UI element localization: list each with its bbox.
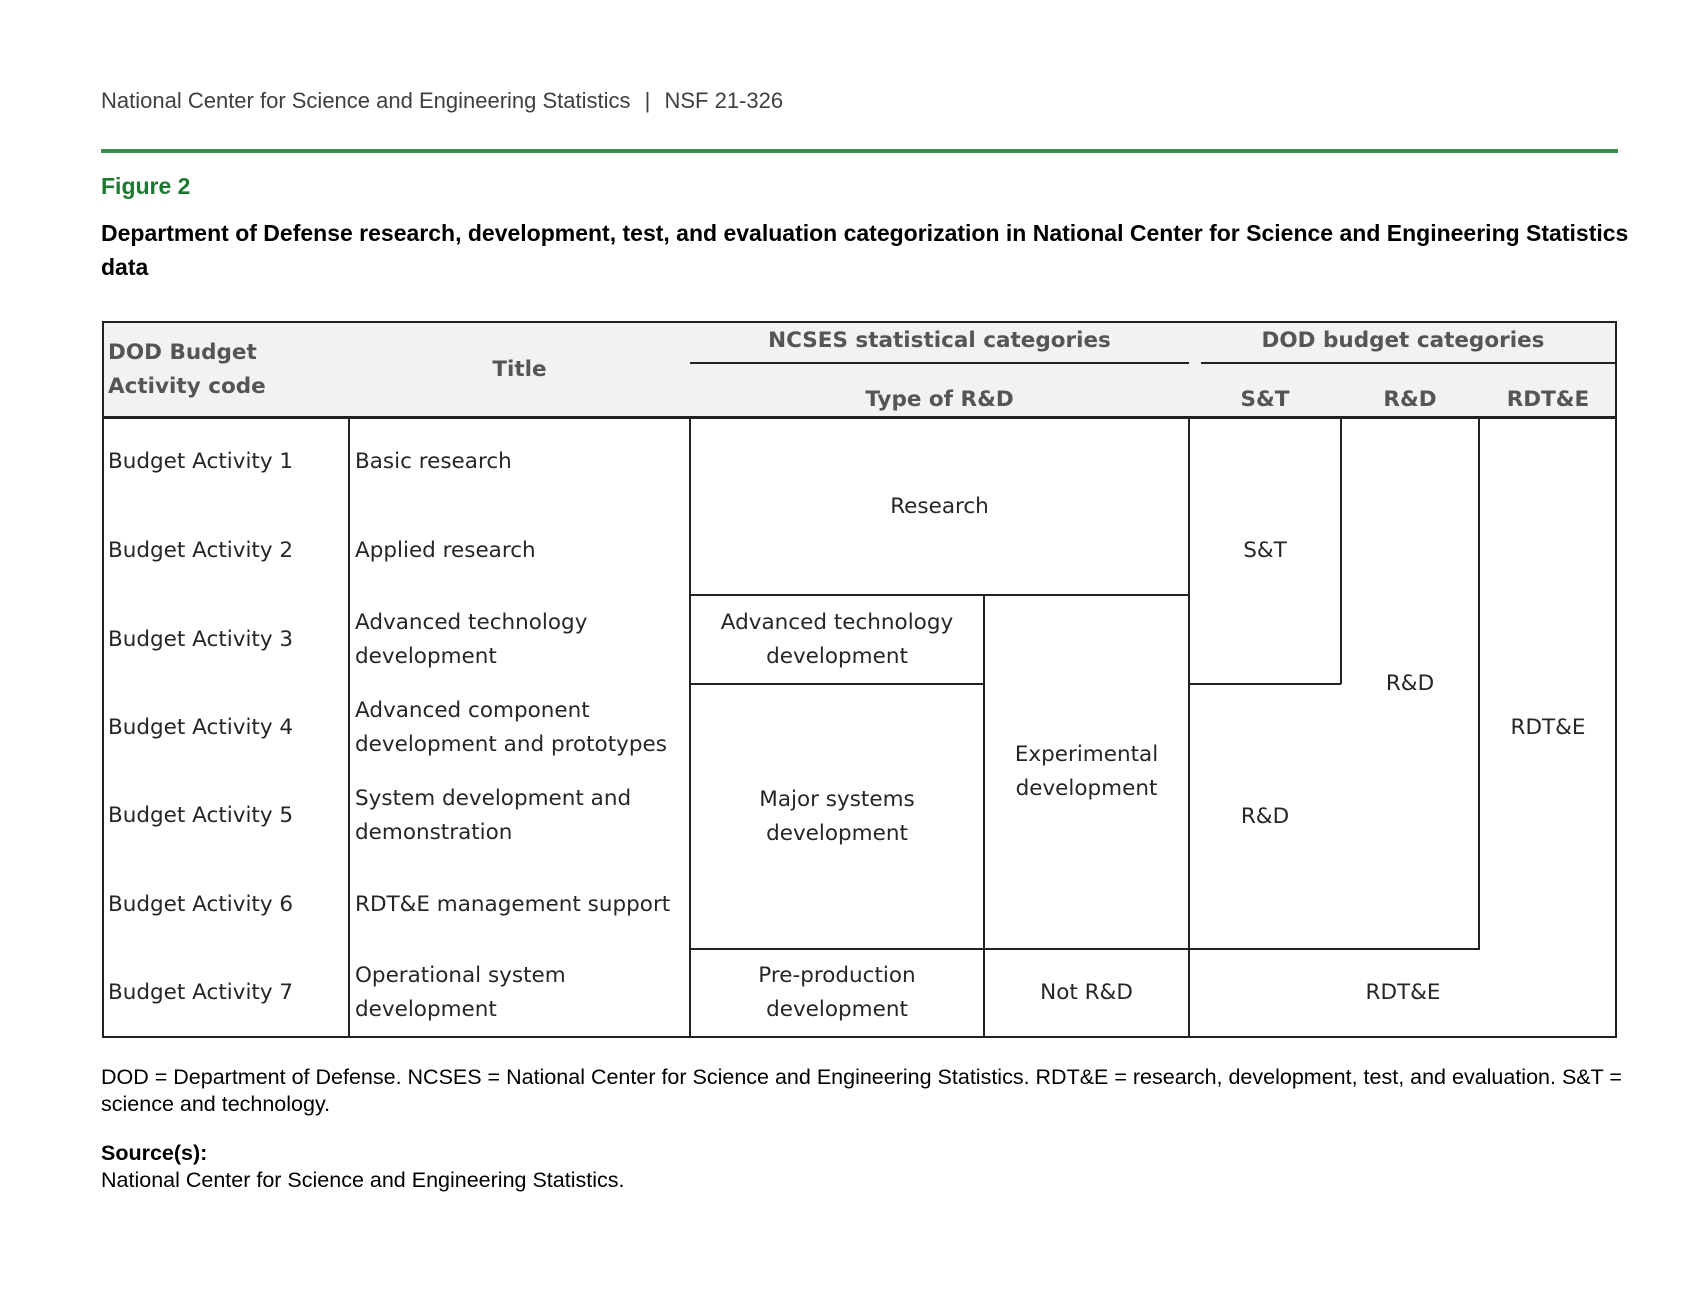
row-title: Advanced component development and prototypes [355,698,667,757]
dod-rdte-bottom: RDT&E [1365,980,1441,1005]
row-code: Budget Activity 2 [108,537,294,563]
ncses-advanced-technology-development [690,595,984,684]
header-dod-group: DOD budget categories [1261,328,1545,353]
ncses-major-systems-development [690,684,984,949]
ncses-experimental-text: Experimental development [1014,742,1159,801]
ncses-experimental-development [984,595,1189,949]
row-title: Applied research [355,537,536,563]
header-rule [101,149,1618,153]
table-notes: DOD = Department of Defense. NCSES = National Center for Science and Engineering Statistics. RDT&E = research, development, test, and evaluation. S&T = science and technology. [101,1065,1622,1116]
ncses-research: Research [890,493,989,519]
ncses-advanced-technology-text: Advanced technology development [720,609,954,669]
header-rdte: RDT&E [1506,387,1590,412]
ncses-pre-production-text: Pre-production development [758,963,916,1022]
row-code: Budget Activity 3 [108,626,294,652]
figure-title: Department of Defense research, development, test, and evaluation categorization in National Center for Science and Engineering Statistics data [101,220,1629,280]
row-title: Advanced technology development [355,609,588,669]
row-title: Basic research [355,449,512,474]
header-st: S&T [1240,387,1290,412]
header-rd: R&D [1383,387,1437,412]
dod-group-underline [1201,362,1617,364]
figure-label: Figure 2 [101,173,191,199]
source-text: National Center for Science and Engineering Statistics. [101,1168,625,1192]
row-title: RDT&E management support [355,891,671,917]
ncses-not-rd: Not R&D [1040,980,1133,1005]
row-code: Budget Activity 6 [108,891,294,917]
dod-rd-inner: R&D [1240,803,1290,829]
header-org: National Center for Science and Engineering Statistics [101,88,631,113]
header-report-id: NSF 21-326 [664,88,784,113]
header-separator: | [644,88,651,113]
header-ncses-group: NCSES statistical categories [768,328,1111,353]
row-title: System development and demonstration [355,786,632,845]
header-code-text: DOD Budget Activity code [108,339,266,399]
ncses-pre-production-development [690,949,984,1037]
dod-rdte-outer: RDT&E [1510,714,1586,740]
ncses-major-systems-text: Major systems development [759,786,915,846]
row-code: Budget Activity 1 [108,449,294,474]
row-code: Budget Activity 5 [108,803,294,828]
header-code [102,321,349,418]
dod-st: S&T [1243,538,1287,563]
row-code: Budget Activity 4 [108,715,294,740]
source-label: Source(s): [101,1141,208,1165]
header-type-of-rd: Type of R&D [865,387,1014,412]
ncses-group-underline [690,362,1189,364]
running-header [101,88,783,114]
dod-rd-outer: R&D [1385,670,1435,696]
row-title: Operational system development [355,963,566,1022]
row-code: Budget Activity 7 [108,980,294,1005]
header-title: Title [492,356,547,382]
